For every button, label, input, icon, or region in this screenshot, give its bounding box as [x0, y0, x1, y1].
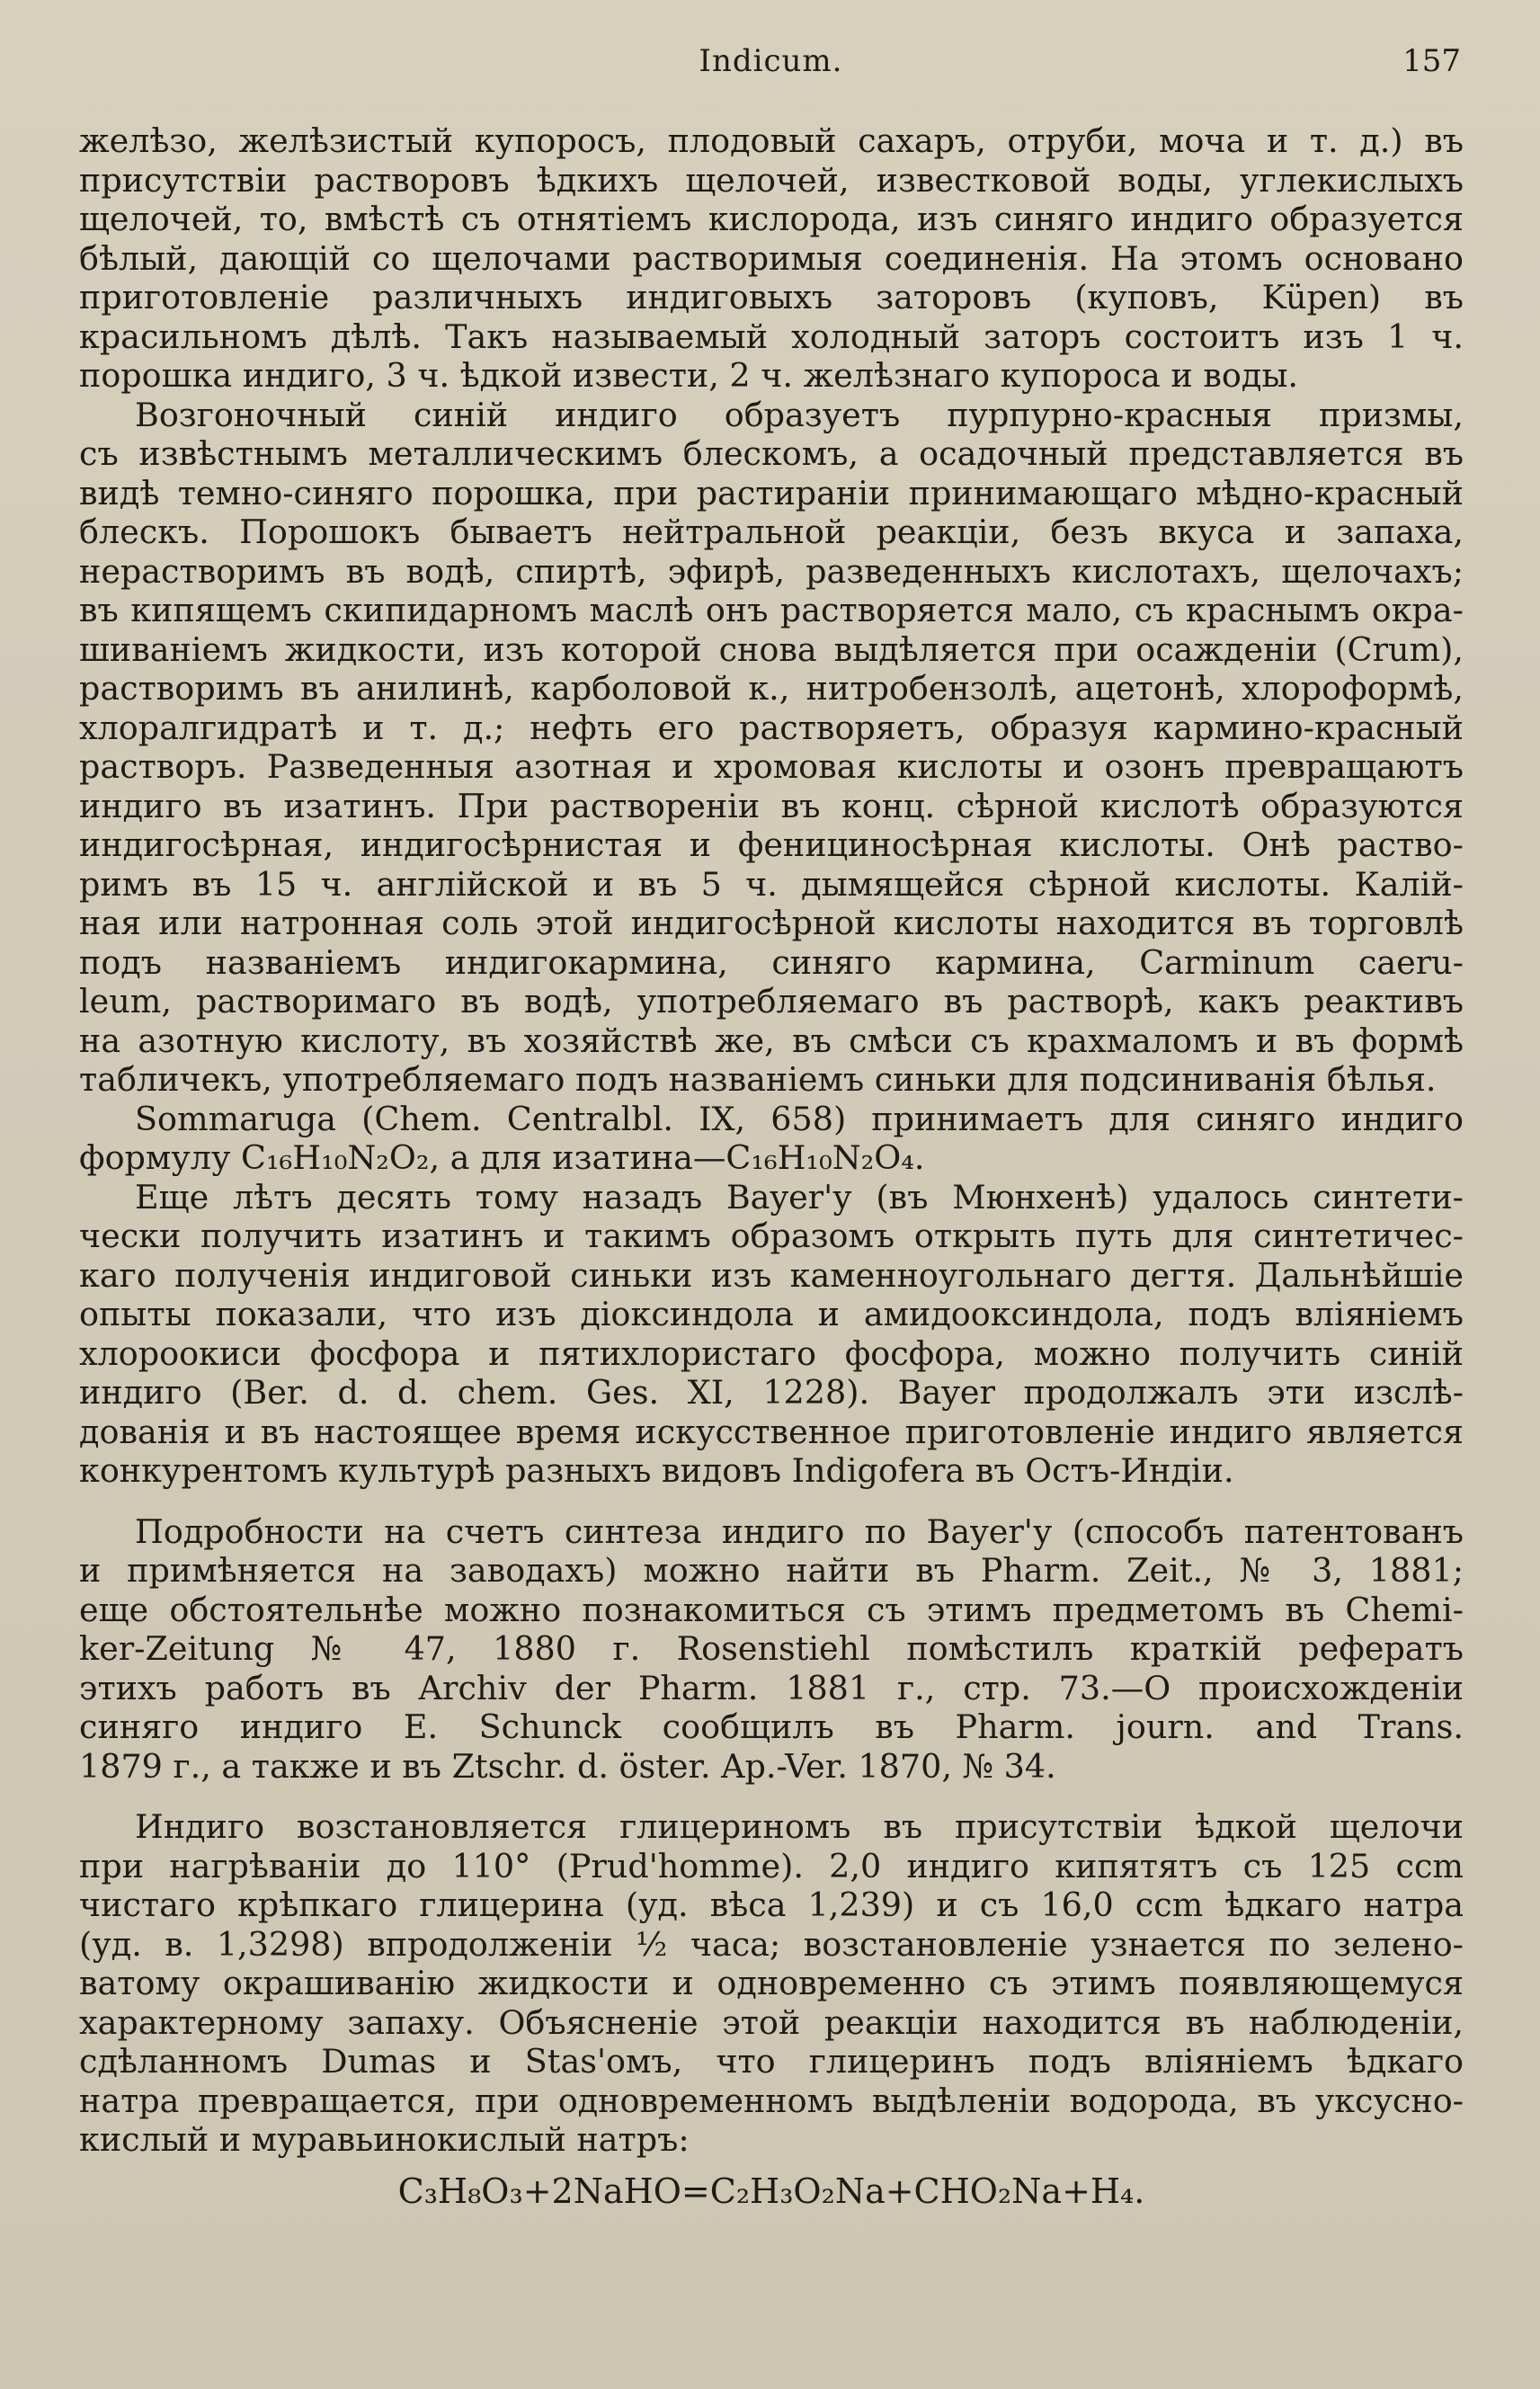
text-line: растворимъ въ анилинѣ, карболовой к., нитробензолѣ, ацетонѣ, хлороформѣ,	[79, 669, 1464, 708]
page-number: 157	[1402, 43, 1461, 79]
paragraph	[79, 1512, 1464, 1787]
text-line: конкурентомъ культурѣ разныхъ видовъ Indigofera въ Остъ-Индіи.	[79, 1451, 1234, 1490]
paragraph-gap	[79, 1491, 1464, 1512]
text-line: индиго въ изатинъ. При раствореніи въ конц. сѣрной кислотѣ образуются	[79, 786, 1464, 825]
text-line: табличекъ, употребляемаго подъ названіемъ синьки для подсиниванія бѣлья.	[79, 1060, 1437, 1099]
paragraph	[79, 1178, 1464, 1491]
text-line: шиваніемъ жидкости, изъ которой снова выдѣляется при осажденіи (Crum),	[79, 629, 1464, 669]
text-line: еще обстоятельнѣе можно познакомиться съ этимъ предметомъ въ Chemi-	[79, 1590, 1464, 1629]
text-line: растворъ. Разведенныя азотная и хромовая кислоты и озонъ превращаютъ	[79, 747, 1464, 786]
text-line: подъ названіемъ индигокармина, синяго кармина, Carminum caeru-	[79, 942, 1464, 982]
text-line: сдѣланномъ Dumas и Stas'омъ, что глицеринъ подъ вліяніемъ ѣдкаго	[79, 2042, 1464, 2081]
text-line: щелочей, то, вмѣстѣ съ отнятіемъ кислорода, изъ синяго индиго образуется	[79, 200, 1464, 238]
text-line: кислый и муравьинокислый натръ:	[79, 2120, 690, 2159]
text-line: нерастворимъ въ водѣ, спиртѣ, эфирѣ, разведенныхъ кислотахъ, щелочахъ;	[79, 551, 1464, 591]
text-line: дованія и въ настоящее время искусственное приготовленіе индиго является	[79, 1412, 1464, 1451]
text-line: Возгоночный синій индиго образуетъ пурпурно-красныя призмы,	[135, 395, 1464, 434]
text-line: опыты показали, что изъ діоксиндола и амидооксиндола, подъ вліяніемъ	[79, 1295, 1464, 1333]
text-line: характерному запаху. Объясненіе этой реакціи находится въ наблюденіи,	[79, 2002, 1464, 2042]
text-line: желѣзо, желѣзистый купоросъ, плодовый сахаръ, отруби, моча и т. д.) въ	[79, 121, 1464, 160]
text-line: ватому окрашиванію жидкости и одновременно съ этимъ появляющемуся	[79, 1964, 1464, 2002]
text-line: Подробности на счетъ синтеза индиго по Bayer'у (способъ патентованъ	[135, 1511, 1464, 1551]
text-line: (уд. в. 1,3298) впродолженіи ½ часа; возстановленіе узнается по зелено-	[79, 1924, 1464, 1964]
text-line: 1879 г., а также и въ Ztschr. d. öster. Ap.-Ver. 1870, № 34.	[79, 1746, 1056, 1786]
text-line: синяго индиго E. Schunck сообщилъ въ Pharm. journ. and Trans.	[79, 1707, 1464, 1746]
paragraph	[79, 121, 1464, 396]
text-line: Еще лѣтъ десять тому назадъ Bayer'у (въ Мюнхенѣ) удалось синтети-	[135, 1177, 1464, 1217]
paragraph	[79, 396, 1464, 1100]
text-line: формулу C₁₆H₁₀N₂O₂, а для изатина—C₁₆H₁₀N₂O₄.	[79, 1138, 925, 1177]
text-line: съ извѣстнымъ металлическимъ блескомъ, а осадочный представляется въ	[79, 434, 1464, 473]
running-head	[81, 43, 1461, 88]
text-line: чески получить изатинъ и такимъ образомъ открыть путь для синтетичес-	[79, 1217, 1464, 1255]
paragraph	[79, 1807, 1464, 2160]
text-line: ker-Zeitung № 47, 1880 г. Rosenstiehl помѣстилъ краткій рефератъ	[79, 1629, 1464, 1668]
text-line: чистаго крѣпкаго глицерина (уд. вѣса 1,239) и съ 16,0 ccm ѣдкаго натра	[79, 1885, 1464, 1924]
text-line: ная или натронная соль этой индигосѣрной кислоты находится въ торговлѣ	[79, 904, 1464, 942]
text-line: натра превращается, при одновременномъ выдѣленіи водорода, въ уксусно-	[79, 2081, 1464, 2120]
text-line: приготовленіе различныхъ индиговыхъ заторовъ (куповъ, Küpen) въ	[79, 278, 1464, 316]
paragraph	[79, 1100, 1464, 1178]
text-line: хлороокиси фосфора и пятихлористаго фосфора, можно получить синій	[79, 1333, 1464, 1373]
page-title: Indicum.	[699, 43, 843, 79]
text-line: Sommaruga (Chem. Centralbl. IX, 658) принимаетъ для синяго индиго	[135, 1099, 1464, 1138]
text-line: въ кипящемъ скипидарномъ маслѣ онъ растворяется мало, съ краснымъ окра-	[79, 591, 1464, 629]
text-line: порошка индиго, 3 ч. ѣдкой извести, 2 ч. желѣзнаго купороса и воды.	[79, 356, 1298, 395]
body-text	[79, 121, 1464, 2211]
text-line: римъ въ 15 ч. англійской и въ 5 ч. дымящейся сѣрной кислоты. Калій-	[79, 864, 1464, 904]
text-line: индигосѣрная, индигосѣрнистая и фенициносѣрная кислоты. Онѣ раство-	[79, 825, 1464, 864]
chemical-formula: C₃H₈O₃+2NaHO=C₂H₃O₂Na+CHO₂Na+H₄.	[397, 2171, 1145, 2211]
text-line: этихъ работъ въ Archiv der Pharm. 1881 г., стр. 73.—О происхожденіи	[79, 1668, 1464, 1707]
text-line: каго полученія индиговой синьки изъ каменноугольнаго дегтя. Дальнѣйшіе	[79, 1255, 1464, 1295]
text-line: Индиго возстановляется глицериномъ въ присутствіи ѣдкой щелочи	[135, 1807, 1464, 1846]
text-line: видѣ темно-синяго порошка, при растираніи принимающаго мѣдно-красный	[79, 473, 1464, 513]
text-line: присутствіи растворовъ ѣдкихъ щелочей, известковой воды, углекислыхъ	[79, 160, 1464, 200]
text-line: leum, растворимаго въ водѣ, употребляемаго въ растворѣ, какъ реактивъ	[79, 982, 1464, 1021]
paragraph-gap	[79, 1786, 1464, 1807]
text-line: на азотную кислоту, въ хозяйствѣ же, въ смѣси съ крахмаломъ и въ формѣ	[79, 1021, 1464, 1060]
text-line: при нагрѣваніи до 110° (Prud'homme). 2,0 индиго кипятятъ съ 125 ccm	[79, 1846, 1464, 1885]
text-line: индиго (Ber. d. d. chem. Ges. XI, 1228). Bayer продолжалъ эти изслѣ-	[79, 1373, 1464, 1412]
text-line: красильномъ дѣлѣ. Такъ называемый холодный заторъ состоитъ изъ 1 ч.	[79, 316, 1464, 356]
text-line: блескъ. Порошокъ бываетъ нейтральной реакціи, безъ вкуса и запаха,	[79, 513, 1464, 551]
text-line: хлоралгидратѣ и т. д.; нефть его растворяетъ, образуя кармино-красный	[79, 708, 1464, 747]
text-line: и примѣняется на заводахъ) можно найти въ Pharm. Zeit., № 3, 1881;	[79, 1551, 1464, 1590]
text-line: бѣлый, дающій со щелочами растворимыя соединенія. На этомъ основано	[79, 238, 1464, 278]
